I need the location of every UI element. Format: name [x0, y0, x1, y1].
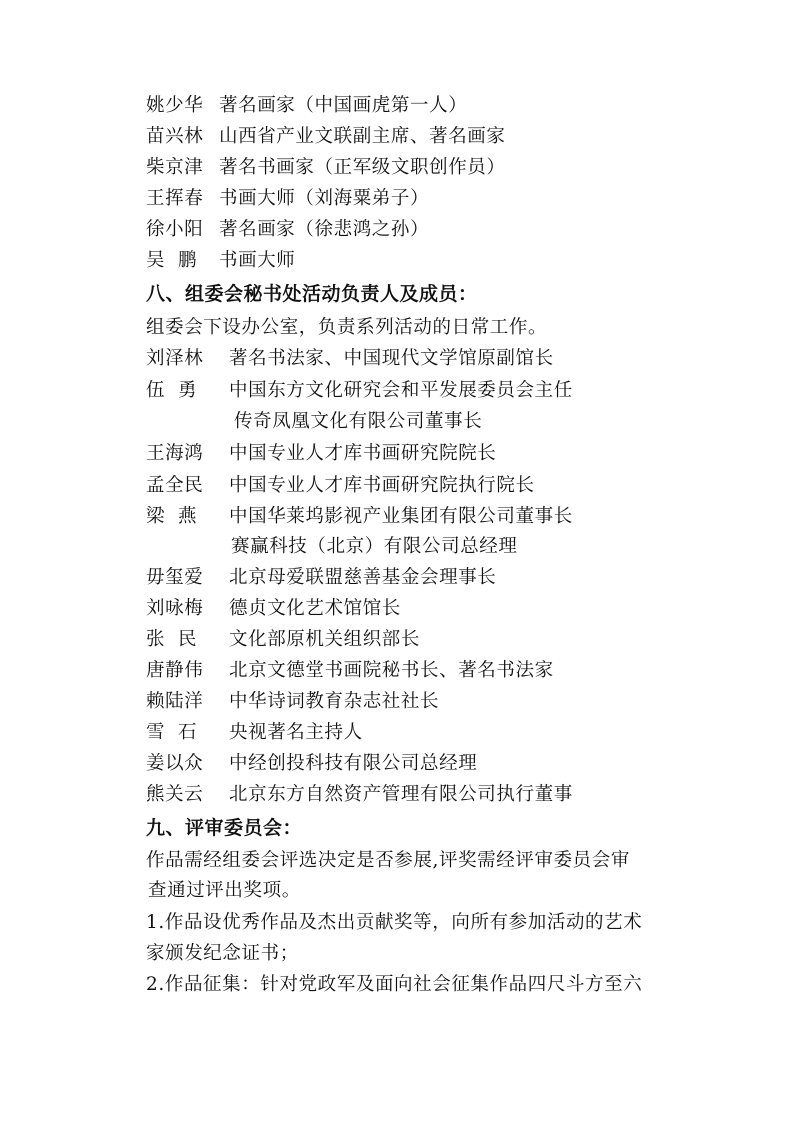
member-row: 柴京津 著名书画家（正军级文职创作员） — [146, 157, 506, 178]
list-item-line: 家颁发纪念证书； — [146, 943, 299, 964]
section-heading: 九、评审委员会： — [146, 817, 303, 839]
member-row: 张 民 文化部原机关组织部长 — [146, 629, 421, 650]
paragraph-line: 作品需经组委会评选决定是否参展,评奖需经评审委员会审 — [146, 850, 630, 871]
member-row: 孟全民 中国专业人才库书画研究院执行院长 — [146, 475, 535, 496]
member-row: 姚少华 著名画家（中国画虎第一人） — [146, 95, 468, 116]
member-row: 王海鸿 中国专业人才库书画研究院院长 — [146, 443, 497, 464]
member-title-continued: 传奇凤凰文化有限公司董事长 — [234, 411, 483, 432]
member-row: 赖陆洋 中华诗词教育杂志社社长 — [146, 691, 440, 712]
section-heading: 八、组委会秘书处活动负责人及成员： — [146, 283, 478, 305]
list-item-line: 2.作品征集：针对党政军及面向社会征集作品四尺斗方至六 — [146, 974, 643, 995]
member-row: 唐静伟 北京文德堂书画院秘书长、著名书法家 — [146, 660, 554, 681]
member-row: 伍 勇 中国东方文化研究会和平发展委员会主任 — [146, 380, 573, 401]
member-row: 苗兴林 山西省产业文联副主席、著名画家 — [146, 126, 506, 147]
member-row: 吴 鹏 书画大师 — [146, 250, 296, 271]
member-row: 徐小阳 著名画家（徐悲鸿之孙） — [146, 219, 430, 240]
list-item-line: 1.作品设优秀作品及杰出贡献奖等，向所有参加活动的艺术 — [146, 912, 643, 933]
paragraph-line: 查通过评出奖项。 — [148, 880, 301, 901]
section-intro: 组委会下设办公室，负责系列活动的日常工作。 — [146, 317, 548, 338]
member-row: 毋玺爱 北京母爱联盟慈善基金会理事长 — [146, 567, 497, 588]
member-row: 姜以众 中经创投科技有限公司总经理 — [146, 753, 478, 774]
member-row: 刘泽林 著名书法家、中国现代文学馆原副馆长 — [146, 348, 554, 369]
member-row: 雪 石 央视著名主持人 — [146, 722, 363, 743]
member-row: 熊关云 北京东方自然资产管理有限公司执行董事 — [146, 784, 573, 805]
member-row: 梁 燕 中国华莱坞影视产业集团有限公司董事长 — [146, 506, 573, 527]
member-title-continued: 赛赢科技（北京）有限公司总经理 — [231, 536, 518, 557]
member-row: 刘咏梅 德贞文化艺术馆馆长 — [146, 598, 401, 619]
member-row: 王挥春 书画大师（刘海粟弟子） — [146, 188, 430, 209]
